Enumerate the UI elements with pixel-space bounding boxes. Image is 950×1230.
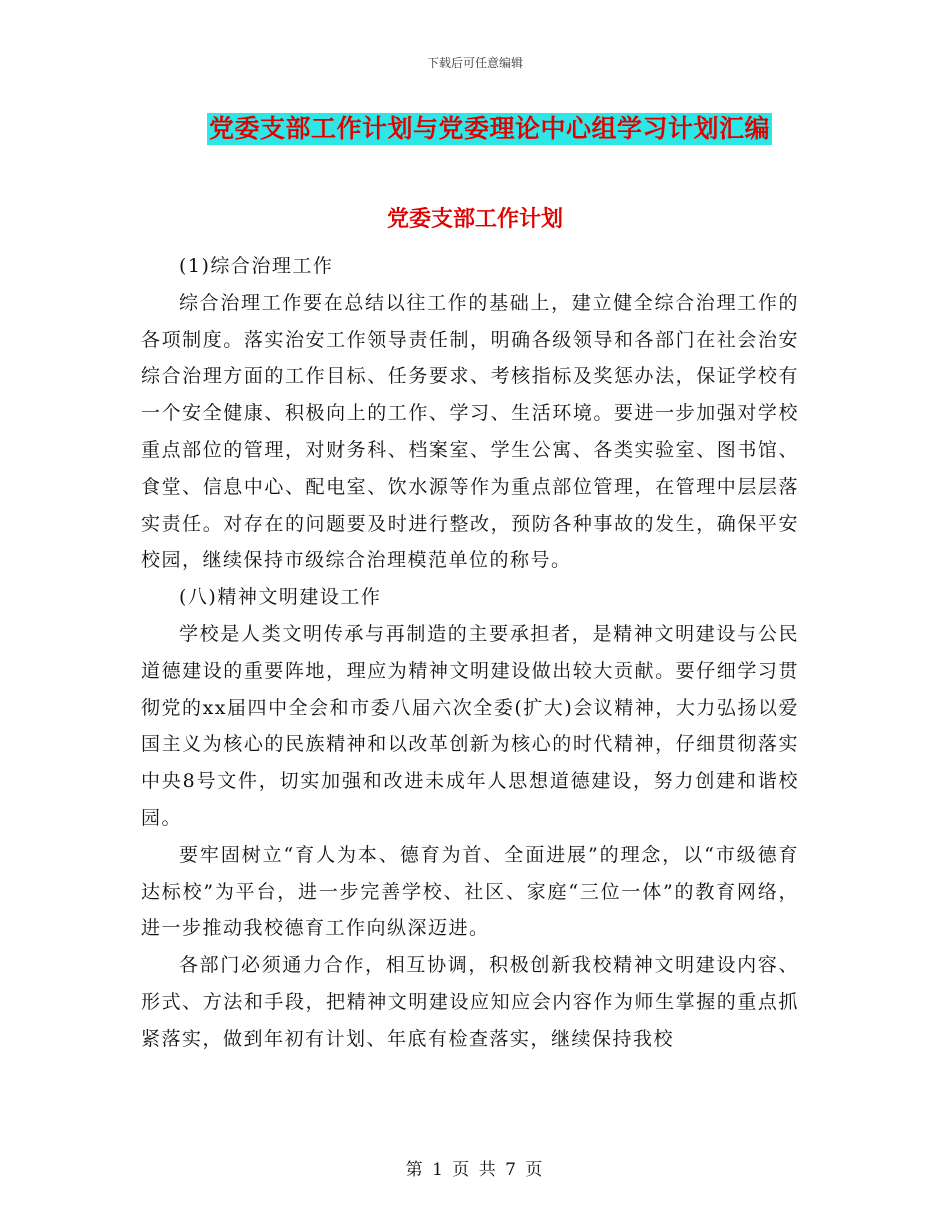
header-note: 下载后可任意编辑 bbox=[426, 56, 523, 70]
body-text bbox=[141, 248, 799, 1058]
paragraph-department-cooperation: 各部门必须通力合作，相互协调，积极创新我校精神文明建设内容、形式、方法和手段，把精神文明建设应知应会内容作为师生掌握的重点抓紧落实，做到年初有计划、年底有检查落实，继续保持我校 bbox=[141, 954, 799, 1050]
subheading-spiritual-civilization: (八)精神文明建设工作 bbox=[179, 586, 382, 609]
section-title: 党委支部工作计划 bbox=[386, 206, 563, 232]
subheading-comprehensive-governance: (1)综合治理工作 bbox=[179, 255, 334, 277]
paragraph-school-civilization: 学校是人类文明传承与再制造的主要承担者，是精神文明建设与公民道德建设的重要阵地，理应为精神文明建设做出较大贡献。要仔细学习贯彻党的xx届四中全会和市委八届六次全委(扩大)会议精神，大力弘扬以爱国主义为核心的民族精神和以改革创新为核心的时代精神，仔细贯彻落实中央8号文件，切实加强和改进未成年人思想道德建设，努力创建和谐校园。 bbox=[141, 622, 799, 829]
paragraph-comprehensive-governance: 综合治理工作要在总结以往工作的基础上，建立健全综合治理工作的各项制度。落实治安工作领导责任制，明确各级领导和各部门在社会治安综合治理方面的工作目标、任务要求、考核指标及奖惩办法，保证学校有一个安全健康、积极向上的工作、学习、生活环境。要进一步加强对学校重点部位的管理，对财务科、档案室、学生公寓、各类实验室、图书馆、食堂、信息中心、配电室、饮水源等作为重点部位管理，在管理中层层落实责任。对存在的问题要及时进行整改，预防各种事故的发生，确保平安校园，继续保持市级综合治理模范单位的称号。 bbox=[141, 291, 799, 572]
paragraph-moral-education: 要牢固树立“育人为本、德育为首、全面进展”的理念，以“市级德育达标校”为平台，进一步完善学校、社区、家庭“三位一体”的教育网络，进一步推动我校德育工作向纵深迈进。 bbox=[141, 843, 799, 940]
document-title: 党委支部工作计划与党委理论中心组学习计划汇编 bbox=[209, 114, 771, 143]
page-footer: 第 1 页 共 7 页 bbox=[405, 1160, 545, 1180]
